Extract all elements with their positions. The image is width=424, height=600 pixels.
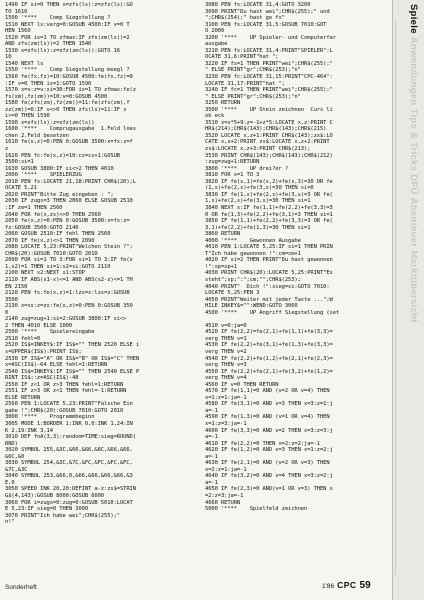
code-line: " ELSE PRINT"gr";CHR$(253);"n" bbox=[205, 67, 301, 74]
code-line: 3005 MODE 1:BORDER 1:INK 0,0:INK 1,24:IN bbox=[5, 421, 133, 427]
code-line: 2110 IF ABS(s1-x)<=1 AND ABS(s2-z)<=1 TH bbox=[5, 276, 133, 283]
code-line: CATE x,z+2:PRINT zs$:LOCATE x,z+2:PRINT bbox=[205, 139, 330, 146]
code-line: 4640 IF fe(3,2)=0 AND v=4 THEN x=3:z=2:j bbox=[205, 473, 333, 480]
code-line: 3020 SYMBOL 255,&3C,&66,&66,&6C,&66,&66, bbox=[5, 447, 133, 454]
code-line: 0 bbox=[5, 309, 9, 316]
code-line: 3050 SPEED INK 20,20:DEFINT a-z:zs$=STRIN bbox=[5, 486, 136, 493]
code-line: chen 2.Feld besetzen bbox=[5, 132, 69, 139]
code-line: 2520 IS$=INKEY$:IF IS$="" THEN 2520 ELSE i bbox=[5, 342, 140, 349]
code-line: 4010 PEN 1:LOCATE 5,25:IF si=1 THEN PRIN bbox=[205, 244, 333, 251]
code-line: 4520 IF fe(2,2)=fe(2,1)+fe(1,1)+fe(3,3)= bbox=[205, 329, 333, 336]
code-line: 2080 LOCATE 5,23:PRINT"Welchen Stein ?"; bbox=[5, 244, 133, 251]
code-line: 3830 IF fe(1,s)+fe(2,s)+fe(3,s)=3 OR fe( bbox=[205, 191, 333, 198]
code-line: RINT IS$;:z=ASC(IS$)-48 bbox=[5, 375, 79, 382]
code-line: 4630 IF fe(2,1)=0 AND (v=2 OR v=3) THEN bbox=[205, 460, 330, 467]
code-line: 3860 RETURN bbox=[205, 231, 241, 238]
code-line: HR$(214);CHR$(143);CHR$(143);CHR$(215) bbox=[205, 126, 327, 133]
section-index-divider bbox=[392, 0, 393, 600]
code-line: 4020 IF si=2 THEN PRINT"Du hast gewonnen bbox=[205, 257, 333, 264]
code-line: s=UPPER$(IS$):PRINT IS$; bbox=[5, 348, 82, 355]
code-line: 3080 PEN fs:LOCATE 31,4:GOTO 3200 bbox=[205, 2, 311, 8]
code-line: zz(zm))=0:IF v<>0 THEN zfs(ls)=11:IF s bbox=[5, 106, 127, 113]
code-line: 2140 zug=zug+1:si=2:GOSUB 3800:IF si<> bbox=[5, 316, 127, 323]
code-line: 2060 GOSUB 2510:IF fehl THEN 2560 bbox=[5, 231, 111, 238]
code-line: 3010 DEF fnA(3,3):random=TIME:sieg=ROUND( bbox=[5, 434, 136, 441]
code-line: 2510 fehl=0 bbox=[5, 335, 41, 342]
code-line: 1590 x=zfs(ls):z=zfz(zm(ls)) bbox=[5, 119, 95, 126]
code-line: 2090 FOR si=1 TO 3:FOR si=1 TO 3:IF fe(s bbox=[5, 257, 133, 264]
code-line: 1580 fe(zfs(zm),fz(zm))=11:fe(zfs(zm),f bbox=[5, 100, 130, 107]
code-line: 3090 PRINT"Du hast wei";CHR$(255);" und bbox=[205, 8, 330, 15]
code-line: 4500 '**** UP Angriff Siegstellung (set bbox=[205, 309, 340, 316]
footer-issue: 1'86 bbox=[322, 583, 335, 590]
code-line: 1630 GOSUB 3800:IF si<>2 THEN 4010 bbox=[5, 165, 114, 172]
code-line: 10 bbox=[5, 54, 12, 61]
code-line: 1490 IF si=0 THEN x=zfs(ls):z=zfz(ls):GO bbox=[5, 2, 133, 8]
code-line: (1,s)+fe(2,s)+fe(3,s)=30 THEN si=0 bbox=[205, 185, 314, 192]
code-line: 2551 IF z>3 OR z<1 THEN fehl=-1:RETURN bbox=[5, 388, 127, 395]
code-line: 1560 fe(fx,fz)=10:GOSUB 4500:fe(fx,fz)=0 bbox=[5, 74, 133, 81]
code-line: 4050 PRINT"Weiter mit jeder Taste ...";W bbox=[205, 296, 333, 303]
code-line: 3000 '**** Programmbeginn bbox=[5, 414, 95, 421]
code-line: 0 OR fe(1,3)+fe(2,2)+fe(3,1)=3 THEN si=1 bbox=[205, 211, 333, 218]
code-line: 3100 PEN fs:LOCATE 31,5:GOSUB 7010:GOT bbox=[205, 21, 327, 28]
code-line: 2 THEN 4010 ELSE 1000 bbox=[5, 322, 73, 329]
code-line: 1,s2)=1 THEN si=1:s2=si:GOTO 2110 bbox=[5, 263, 111, 270]
code-line: LOCATE 31,17:PRINT"hat "; bbox=[205, 80, 285, 87]
code-line: i>=0 THEN 1590 bbox=[5, 113, 50, 120]
code-line: 4510 v=0:ja=0 bbox=[205, 322, 247, 329]
code-line: a=-1 bbox=[205, 407, 218, 414]
code-line: x=ASC(IS$)-64 ELSE fehl=1:RETURN bbox=[5, 362, 108, 369]
code-line: AND zfs(zm(ls))=2 THEN 1540 bbox=[5, 41, 92, 48]
code-line: 3240 IF fc=1 THEN PRINT"wei";CHR$(255);" bbox=[205, 87, 333, 94]
section-index-item: Abenteuer bbox=[408, 197, 419, 248]
code-line: E,0 bbox=[5, 479, 15, 486]
code-line: 4530 IF fe(2,2)+fe(3,1)+fe(1,3)+fe(3,3)= bbox=[205, 342, 333, 349]
code-line: a=-1 bbox=[205, 453, 218, 460]
code-line: 3030 SYMBOL 254,&3C,&7C,&FC,&FC,&FC,&FC, bbox=[5, 460, 133, 467]
code-line: E 5,23:IF sieg=0 THEN 3090 bbox=[5, 506, 89, 513]
code-line: 2010 PEN fs:LOCATE 21,18:PRINT CHR$(20);L bbox=[5, 178, 136, 185]
code-line: 2000 '**** SPIELERZUG bbox=[5, 172, 82, 179]
code-line: 2030 IF zugs=3 THEN 2060 ELSE GOSUB 2510 bbox=[5, 198, 133, 205]
code-line: 3250 RETURN bbox=[205, 100, 241, 107]
code-line: =2:z=3:ja=-1 bbox=[205, 493, 244, 500]
code-line: T"Ich habe gewonnen !":cm=cm+1 bbox=[205, 250, 301, 257]
footer-magazine: CPC bbox=[337, 580, 357, 590]
code-line: fs(sm),fz(zm))=10:v=0:GOSUB 4500 bbox=[5, 93, 108, 100]
code-line: steht";sp;":";cm;"";CHR$(253); bbox=[205, 276, 301, 283]
code-line: 1530 x=zfs(ls):z=zfz(zm(ls)):GOTO 16 bbox=[5, 47, 120, 54]
code-line: 2560 PEN 1:LOCATE 5,23:PRINT"Falsche Ein bbox=[5, 401, 133, 408]
code-line: 3070 PRINT"Ich habe wei";CHR$(255);" bbox=[5, 512, 120, 519]
code-line: 3810 FOR s=1 TO 3 bbox=[205, 172, 260, 179]
code-line: 3800 '**** UP drei?er ? bbox=[205, 165, 289, 172]
code-line: 4030 PRINT CHR$(20):LOCATE 5,25:PRINT"Es bbox=[205, 270, 333, 277]
code-line: LOCATE 5,25:PEN 3 bbox=[205, 290, 260, 297]
code-line: 5000 '**** Spielfeld zeichnen bbox=[205, 506, 308, 513]
code-line: OCATE 31,6:PRINT"hat "; bbox=[205, 54, 279, 61]
code-line: x=1:z=1:ja=-1 bbox=[205, 394, 247, 401]
code-line: 4550 IF fe(2,2)+fe(2,1)+fe(3,2)+fe(1,2)= bbox=[205, 368, 333, 375]
footer-pagemark bbox=[322, 580, 371, 591]
code-line: 4040 PRINT" Dich !":sieg=si:GOTO 7010: bbox=[205, 283, 330, 290]
code-line: K 2,19:INK 3,14 bbox=[5, 427, 53, 434]
code-line: 1570 x=v:z=v:si=30:FOR is=1 TO zfmax:fe(z bbox=[5, 87, 136, 94]
code-line: 1610 fe(x,z)=0:PEN 0:GOSUB 3500:x=fx:z=f bbox=[5, 139, 133, 146]
code-line: 3060 FOR i=zugs=0:zug=0:GOSUB 5010:LOCAT bbox=[5, 499, 133, 506]
code-line: 2550 IF z<1 OR z>3 THEN fehl=1:RETURN bbox=[5, 381, 124, 388]
code-line: gabe !";CHR$(20):GOSUB 7010:GOTO 2010 bbox=[5, 407, 124, 414]
code-line: 4660 RETURN bbox=[205, 499, 241, 506]
section-index-item: Anwendungen bbox=[408, 36, 419, 106]
code-line: 3850 IF fe(1,1)+fe(2,2)+fe(3,3)=3 OR fe( bbox=[205, 218, 333, 225]
code-line: !":sp=sp+1 bbox=[205, 263, 237, 270]
footer-edition: Sonderheft bbox=[5, 584, 37, 591]
code-line: TO 1610 bbox=[5, 8, 28, 15]
code-line: n!" bbox=[5, 519, 15, 526]
code-line: ausgabe bbox=[205, 41, 228, 48]
section-index-inner-rule bbox=[395, 20, 396, 575]
code-line: 1600 '**** Comprugausgabe 1.Feld loes bbox=[5, 126, 136, 133]
code-line: 1520 FOR is=1 TO zfmax:IF zfs(zm(ls))=2 bbox=[5, 34, 130, 41]
code-line: verg THEN v=2 bbox=[205, 348, 247, 355]
code-line: 3510 x=x*5+9:z=-1+z*5:LOCATE x,z:PRINT C bbox=[205, 119, 333, 126]
section-index-item: DFÜ bbox=[408, 174, 419, 195]
code-line: 3530 PRINT CHR$(143);CHR$(143);CHR$(212) bbox=[205, 152, 333, 159]
code-line: 2120 PEN fs:fe(x,z)=1:lzs=x:lzs=z:GOSUB bbox=[5, 290, 130, 297]
code-line: 4570 IF fe(1,1)=0 AND (v=2 OR v=4) THEN bbox=[205, 388, 330, 395]
code-line: HILE INKEY$="":WEND:GOTO 3060 bbox=[205, 303, 298, 310]
code-line: EN 2150 bbox=[5, 283, 28, 290]
code-line: 4540 IF fe(2,2)+fe(1,2)+fe(2,1)+fe(2,3)= bbox=[205, 355, 333, 362]
code-line: 1540 NEXT ls bbox=[5, 60, 44, 67]
code-line: RND) bbox=[5, 440, 18, 447]
code-line: x=1:z=3:ja=-1 bbox=[205, 421, 247, 427]
code-line: 2530 IF IS$="A" OR IS$="B" OR IS$="C" THEN bbox=[5, 355, 140, 362]
code-line: 4650 IF fe(2,3)=0 AND(v=1 OR v=3) THEN x bbox=[205, 486, 333, 493]
page-number: 59 bbox=[359, 580, 371, 591]
code-line: 4620 IF fe(1,2)=0 AND v=3 THEN x=1:z=2:j bbox=[205, 447, 333, 454]
code-line: 2070 IF fe(x,z)<>1 THEN 2090 bbox=[5, 237, 95, 244]
code-line: 3210 PEN fs:LOCATE 31,4:PRINT"SPIELER":L bbox=[205, 47, 333, 54]
code-line: verg THEN v=4 bbox=[205, 375, 247, 382]
code-line: fz:GOSUB 3500:GOTO 2140 bbox=[5, 224, 79, 231]
code-line: :zug=zug+1:RETURN bbox=[205, 159, 260, 166]
code-line: 2050 fe(x,z)=0:PEN 0:GOSUB 3500:x=fs:z= bbox=[5, 218, 130, 225]
code-line: OCATE 5,21 bbox=[5, 185, 37, 192]
code-line: ELSE RETURN bbox=[5, 394, 41, 401]
section-index-item: Marktübersicht bbox=[408, 250, 419, 323]
code-line: ";CHR$(254);" hast ge fs" bbox=[205, 15, 285, 22]
code-line: 3500:si=1 bbox=[5, 159, 34, 166]
code-line: :IF ze=1 THEN 2560 bbox=[5, 204, 63, 211]
code-line: &7C,&3C bbox=[5, 466, 28, 473]
code-line: 2040 FOR fe(x,zs)<>0 THEN 2560 bbox=[5, 211, 101, 218]
code-line: zs$:LOCATE x,z+3:PRINT CHR$(213); bbox=[205, 146, 311, 153]
code-line: 2100 NEXT s2:NEXT s1:STOP bbox=[5, 270, 85, 277]
code-line: 2020 PRINT"Bitte Zug eingeben : "; bbox=[5, 191, 114, 198]
code-line: 4610 IF fe(2,2)=0 THEN x=2:z=2:ja=-1 bbox=[205, 440, 320, 447]
code-line: 3500 '**** UP Stein zeichnen Curs li bbox=[205, 106, 333, 113]
listing-left-column bbox=[5, 2, 202, 570]
code-line: HEN 1560 bbox=[5, 28, 31, 35]
code-line: x=2:z=1:ja=-1 bbox=[205, 466, 247, 473]
code-line: 3520 LOCATE x,z+1:PRINT CHR$(143);zs$:LO bbox=[205, 132, 333, 139]
code-line: 3,1)+fe(2,2)+fe(1,3)=30 THEN si=1 bbox=[205, 224, 311, 231]
code-line: verg THEN v=1 bbox=[205, 335, 247, 342]
section-index-item: Tips & Tricks bbox=[408, 108, 419, 172]
section-index-active: Spiele bbox=[408, 4, 419, 34]
code-line: z bbox=[5, 146, 9, 153]
code-line: CHR$(20):GOSUB 7010:GOTO 2010 bbox=[5, 250, 98, 257]
code-line: :IF v=0 THEN is=1:GOTO 1590 bbox=[5, 80, 92, 87]
code-line: 2130 x=xs:z=zs:fe(x,z)=0:PEN 0:GOSUB 350 bbox=[5, 303, 133, 310]
code-line: G$(4,143):GOSUB 8000:GOSUB 6000 bbox=[5, 493, 105, 500]
code-line: 1550 '**** Comp Siegstellung moegl ? bbox=[5, 67, 130, 74]
code-line: 1620 PEN fc:fe(x,z)=10:cs=cs+1:GOSUB bbox=[5, 152, 120, 159]
code-line: 4580 IF fe(3,1)=0 AND v=3 THEN x=3:z=1:j bbox=[205, 401, 333, 408]
code-line: 3200 '**** UP Spieler- und Computerfar bbox=[205, 34, 336, 41]
code-line: 4600 IF fe(3,3)=0 AND v=2 THEN x=3:z=3:j bbox=[205, 427, 333, 434]
code-line: 1,s)+fe(2,s)+fe(3,s)=30 THEN si=1 bbox=[205, 198, 311, 205]
code-line: a=-1 bbox=[205, 479, 218, 486]
code-line: 4590 IF fe(1,3)=0 AND (v=1 OR v=4) THEN bbox=[205, 414, 330, 421]
code-line: O 2000 bbox=[205, 28, 225, 35]
code-line: &6C,&0 bbox=[5, 453, 25, 460]
code-line: ob eck bbox=[205, 113, 225, 120]
code-line: 3220 IF fs=1 THEN PRINT"wei";CHR$(255);" bbox=[205, 60, 333, 67]
code-line: a=-1 bbox=[205, 434, 218, 441]
listing-right-column bbox=[205, 2, 390, 570]
code-line: 3500 bbox=[5, 296, 18, 303]
code-line: 4000 '**** Gewonnen Ausgabe bbox=[205, 237, 301, 244]
code-line: verg THEN v=3 bbox=[205, 362, 247, 369]
section-index-label bbox=[408, 4, 419, 323]
code-line: 3230 PEN fc:LOCATE 31,15:PRINT"CPC-464": bbox=[205, 74, 333, 81]
code-line: 2540 IS$=INKEY$:IF IS$="" THEN 2540 ELSE P bbox=[5, 368, 140, 375]
code-line: " ELSE PRINT"gr";CHR$(253);"n" bbox=[205, 93, 301, 100]
code-line: 3040 SYMBOL 253,&66,0,&66,&66,&66,&66,&3 bbox=[5, 473, 133, 480]
code-line: 1510 NEXT ls:verg=0:GOSUB 4500:IF v=0 T bbox=[5, 21, 130, 28]
code-line: 3820 IF fe(s,1)=fe(s,2)+fe(s,3)=30 OR fe bbox=[205, 178, 333, 185]
code-line: 3840 NEXT s:IF fe(1,1)+fe(2,2)+fe(3,3)=3 bbox=[205, 204, 333, 211]
code-line: 1500 '**** Comp Siegstellung ? bbox=[5, 15, 111, 22]
code-line: 4560 IF v=0 THEN RETURN bbox=[205, 381, 279, 388]
code-line: 2500 '**** Spielereingabe bbox=[5, 329, 95, 336]
